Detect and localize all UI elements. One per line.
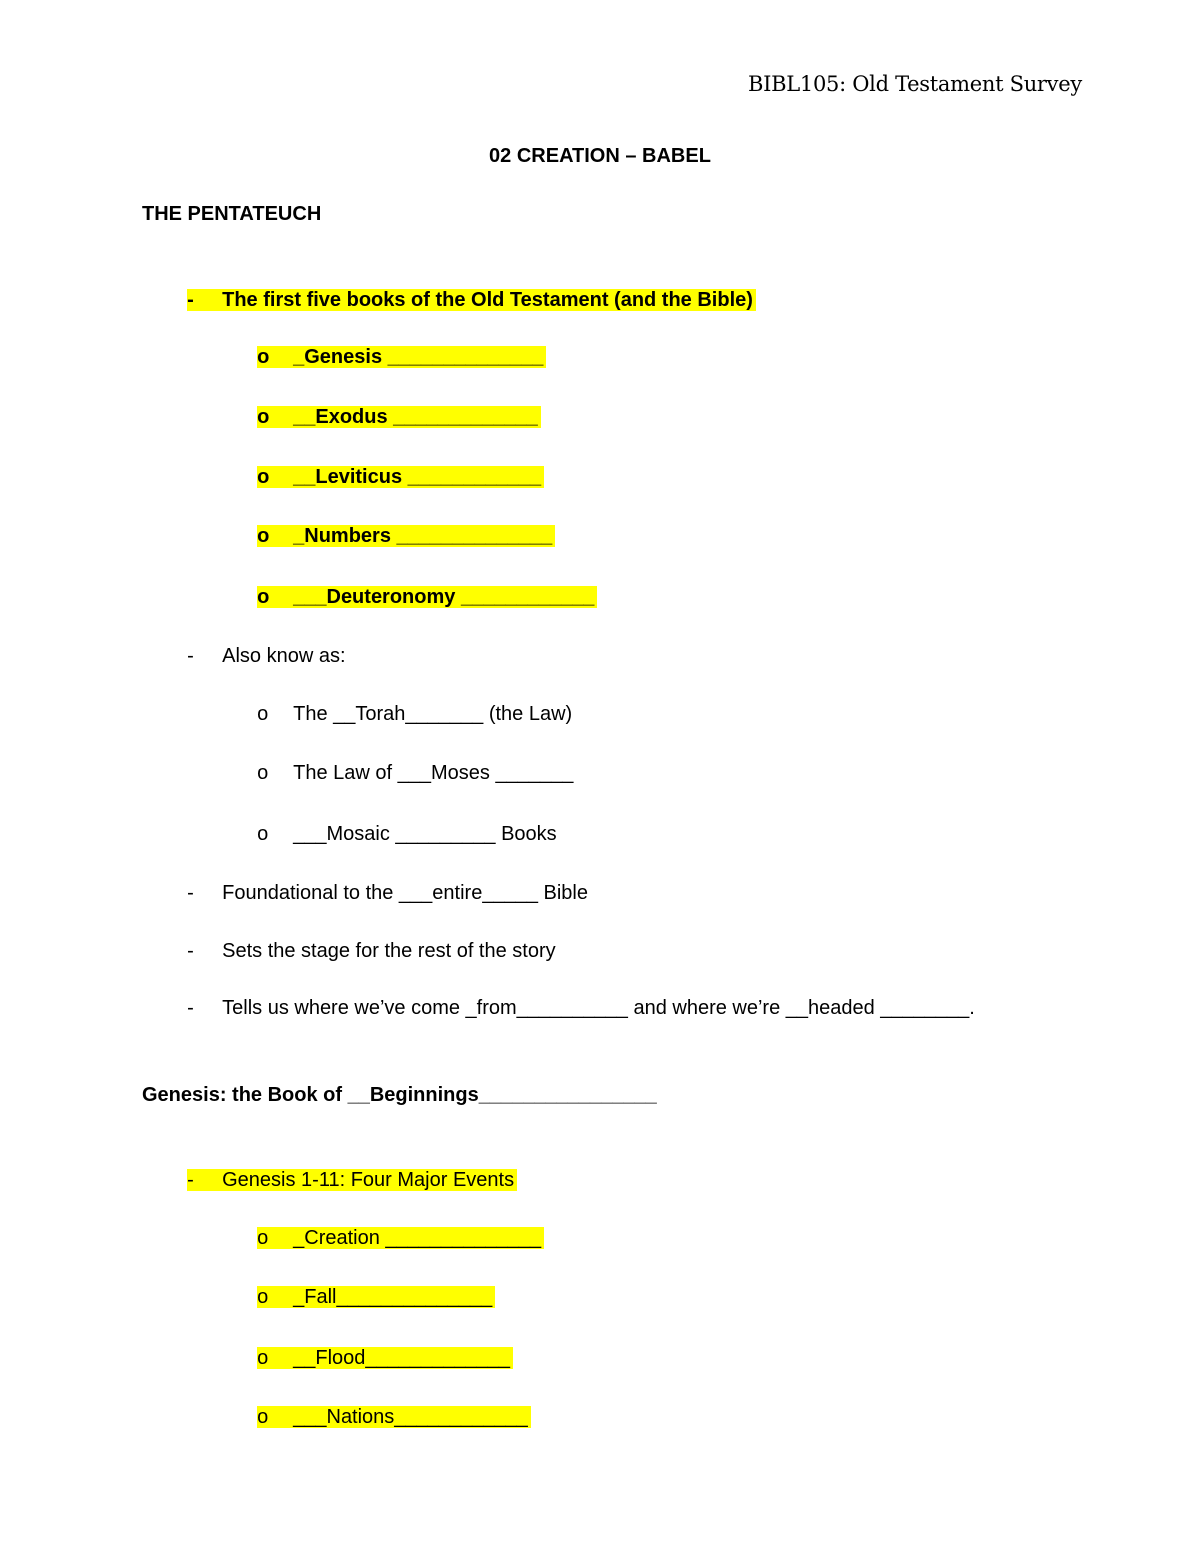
bullet-foundational [176,851,588,907]
event-label: __Flood_____________ [293,1347,510,1369]
book-item-genesis [246,315,546,371]
event-item-creation [246,1196,544,1252]
book-item-deuteronomy [246,555,597,611]
page-title: 02 CREATION – BABEL [489,145,711,167]
bullet-text: Also know as: [222,645,346,667]
circle-marker: o [257,1406,269,1428]
book-label: __Exodus _____________ [293,406,538,428]
alias-item-mosaic-books [246,792,557,848]
circle-marker: o [257,525,270,547]
bullet-text: The first five books of the Old Testament (and the Bible) [222,289,753,311]
alias-item-law-of-moses [246,731,573,787]
circle-marker: o [257,586,270,608]
dash-marker: - [187,997,194,1019]
bullet-tells-us [176,966,975,1022]
circle-marker: o [257,346,270,368]
circle-marker: o [257,406,270,428]
event-item-nations [246,1375,531,1431]
section-heading-pentateuch: THE PENTATEUCH [142,203,322,225]
circle-marker: o [257,466,270,488]
circle-marker: o [257,1227,269,1249]
bullet-first-five-books [176,258,756,314]
dash-marker: - [187,289,194,311]
dash-marker: - [187,882,194,904]
event-label: _Fall______________ [293,1286,493,1308]
book-label: _Genesis ______________ [293,346,544,368]
circle-marker: o [257,823,269,845]
book-item-exodus [246,375,541,431]
bullet-sets-the-stage [176,909,556,965]
dash-marker: - [187,1169,194,1191]
dash-marker: - [187,645,194,667]
event-item-flood [246,1316,513,1372]
bullet-text: Foundational to the ___entire_____ Bible [222,882,588,904]
alias-label: The __Torah_______ (the Law) [293,703,573,725]
book-label: ___Deuteronomy ____________ [293,586,595,608]
bullet-text: Genesis 1-11: Four Major Events [222,1169,515,1191]
running-header: BIBL105: Old Testament Survey [748,72,1082,96]
alias-item-torah [246,672,572,728]
bullet-text: Sets the stage for the rest of the story [222,940,556,962]
book-item-numbers [246,494,555,550]
section-heading-genesis: Genesis: the Book of __Beginnings________________ [142,1084,657,1106]
circle-marker: o [257,1286,269,1308]
circle-marker: o [257,762,269,784]
circle-marker: o [257,703,269,725]
event-label: ___Nations____________ [293,1406,528,1428]
book-label: __Leviticus ____________ [293,466,542,488]
alias-label: ___Mosaic _________ Books [293,823,557,845]
event-label: _Creation ______________ [293,1227,542,1249]
event-item-fall [246,1255,495,1311]
circle-marker: o [257,1347,269,1369]
bullet-text: Tells us where we’ve come _from__________ and where we’re __headed ________. [222,997,975,1019]
bullet-four-major-events [176,1138,517,1194]
dash-marker: - [187,940,194,962]
bullet-also-known-as [176,614,346,670]
book-label: _Numbers ______________ [293,525,553,547]
alias-label: The Law of ___Moses _______ [293,762,574,784]
book-item-leviticus [246,435,544,491]
